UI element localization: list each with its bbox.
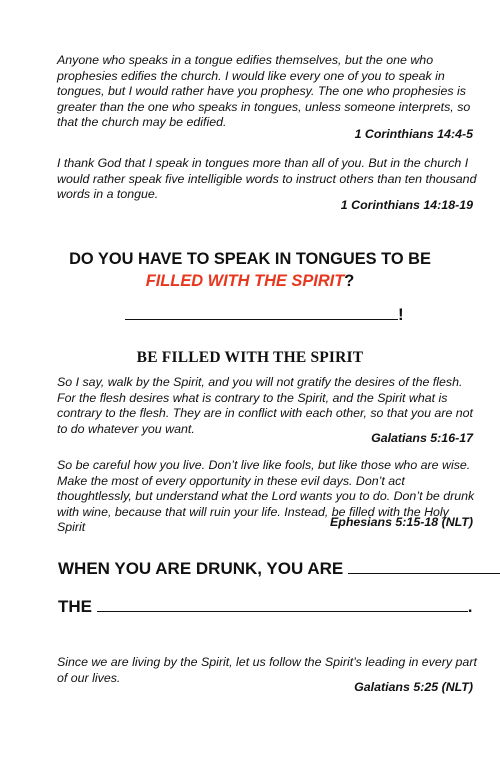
- section-heading: BE FILLED WITH THE SPIRIT: [136, 349, 364, 366]
- passage-2-reference: 1 Corinthians 14:18-19: [340, 198, 473, 212]
- passage-1-text: Anyone who speaks in a tongue edifies themselves, but the one who prophesies edifies the church. I would like every one of you to speak in tongues, but I would rather have you prophesy. The one who prophesies is greater than the one who speaks in tongues, unless someone interprets, so that the church may be edified.: [57, 53, 471, 130]
- passage-1-reference: 1 Corinthians 14:4-5: [354, 127, 473, 141]
- the-fill-in-blank[interactable]: [97, 597, 468, 612]
- closing-passage-reference: Galatians 5:25 (NLT): [354, 680, 473, 694]
- the-fill-in-line: [58, 597, 472, 617]
- the-fill-in-label: THE: [58, 597, 97, 616]
- question-suffix: ?: [344, 272, 355, 290]
- ephesians-passage-reference: Ephesians 5:15-18 (NLT): [330, 515, 473, 529]
- passage-2-text: I thank God that I speak in tongues more than all of you. But in the church I would rather speak five intelligible words to instruct others than ten thousand words in a tongue.: [57, 156, 477, 202]
- the-fill-in-period: .: [467, 597, 473, 616]
- galatians-passage-reference: Galatians 5:16-17: [371, 431, 473, 445]
- question-highlight: FILLED WITH THE SPIRIT: [145, 272, 345, 290]
- answer-exclamation: !: [398, 305, 404, 324]
- answer-line: [125, 305, 404, 325]
- galatians-passage-text: So I say, walk by the Spirit, and you will not gratify the desires of the flesh. For the flesh desires what is contrary to the Spirit, and the Spirit what is contrary to the flesh. They are in conflict with each other, so that you are not to do whatever you want.: [57, 375, 473, 436]
- answer-blank[interactable]: [125, 305, 398, 320]
- drunk-fill-in-line: [58, 559, 500, 579]
- drunk-fill-in-blank[interactable]: [348, 559, 500, 574]
- ephesians-passage-text: So be careful how you live. Don’t live like fools, but like those who are wise. Make the most of every opportunity in these evil days. Don’t act thoughtlessly, but understand what the Lord wants you to do. Don’t be drunk with wine, because that will ruin your life. Instead, be filled with the Holy Spirit: [57, 458, 475, 535]
- tongues-question-heading: [48, 248, 452, 292]
- question-prefix: DO YOU HAVE TO SPEAK IN TONGUES TO BE: [69, 250, 431, 268]
- closing-passage-text: Since we are living by the Spirit, let us follow the Spirit’s leading in every part of our lives.: [57, 655, 477, 685]
- drunk-fill-in-label: WHEN YOU ARE DRUNK, YOU ARE: [58, 559, 348, 578]
